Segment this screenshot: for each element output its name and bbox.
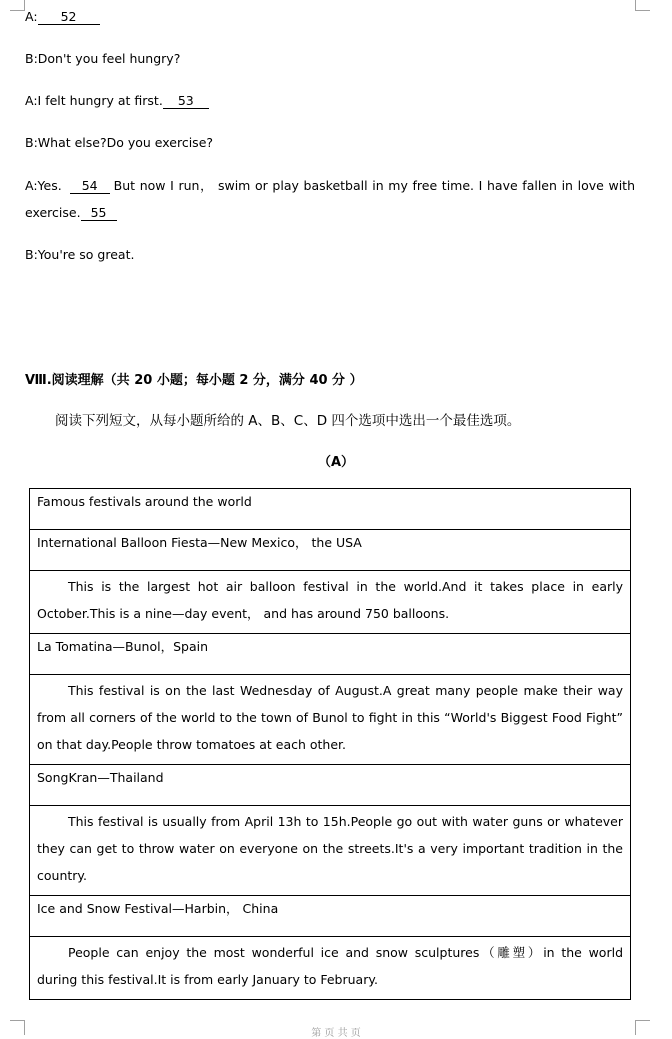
festival-name: Ice and Snow Festival—Harbin， China bbox=[30, 896, 631, 937]
answer-blank-52: 52 bbox=[38, 10, 100, 25]
dialogue-line: A: 52 bbox=[25, 9, 100, 25]
festival-description: This festival is on the last Wednesday of August.A great many people make their way from all corners of the world to the town of Bunol to fight in this “World's Biggest Food Fight” on that day.People throw tomatoes at each other. bbox=[30, 675, 631, 765]
festival-name: La Tomatina—Bunol，Spain bbox=[30, 634, 631, 675]
festival-name: International Balloon Fiesta—New Mexico， the USA bbox=[30, 530, 631, 571]
festivals-table bbox=[29, 488, 631, 1000]
dialogue-line: exercise. 55 bbox=[25, 205, 117, 221]
answer-blank-54: 54 bbox=[70, 179, 110, 194]
answer-blank-53: 53 bbox=[163, 94, 209, 109]
page-footer: 第 页 共 页 bbox=[311, 1028, 361, 1039]
dialogue-line: B:Don't you feel hungry? bbox=[25, 51, 181, 66]
table-row bbox=[30, 634, 631, 675]
table-row bbox=[30, 765, 631, 806]
table-row bbox=[30, 806, 631, 896]
section-instruction: 阅读下列短文，从每小题所给的 A、B、C、D 四个选项中选出一个最佳选项。 bbox=[55, 413, 521, 429]
dialogue-line: A:I felt hungry at first. 53 bbox=[25, 93, 209, 109]
dialogue-line: B:You're so great. bbox=[25, 247, 135, 262]
page-corner-mark bbox=[10, 0, 25, 11]
festival-description: This is the largest hot air balloon festival in the world.And it takes place in early October.This is a nine—day event， and has around 750 balloons. bbox=[30, 571, 631, 634]
festival-name: SongKran—Thailand bbox=[30, 765, 631, 806]
table-row bbox=[30, 489, 631, 530]
dialogue-line: A:Yes. 54 But now I run， swim or play basketball in my free time. I have fallen in love with bbox=[25, 178, 635, 193]
festival-description: People can enjoy the most wonderful ice and snow sculptures（雕塑）in the world during this festival.It is from early January to February. bbox=[30, 937, 631, 1000]
table-row bbox=[30, 530, 631, 571]
table-title: Famous festivals around the world bbox=[30, 489, 631, 530]
answer-blank-55: 55 bbox=[81, 206, 117, 221]
table-row bbox=[30, 571, 631, 634]
festival-description: This festival is usually from April 13h to 15h.People go out with water guns or whatever they can get to throw water on everyone on the streets.It's a very important tradition in the country. bbox=[30, 806, 631, 896]
section-heading: Ⅷ.阅读理解（共 20 小题；每小题 2 分，满分 40 分 ） bbox=[25, 373, 363, 388]
table-row bbox=[30, 896, 631, 937]
dialogue-line: B:What else?Do you exercise? bbox=[25, 135, 214, 150]
passage-label: （A） bbox=[317, 455, 355, 470]
page-corner-mark bbox=[635, 0, 650, 11]
table-row bbox=[30, 675, 631, 765]
table-row bbox=[30, 937, 631, 1000]
